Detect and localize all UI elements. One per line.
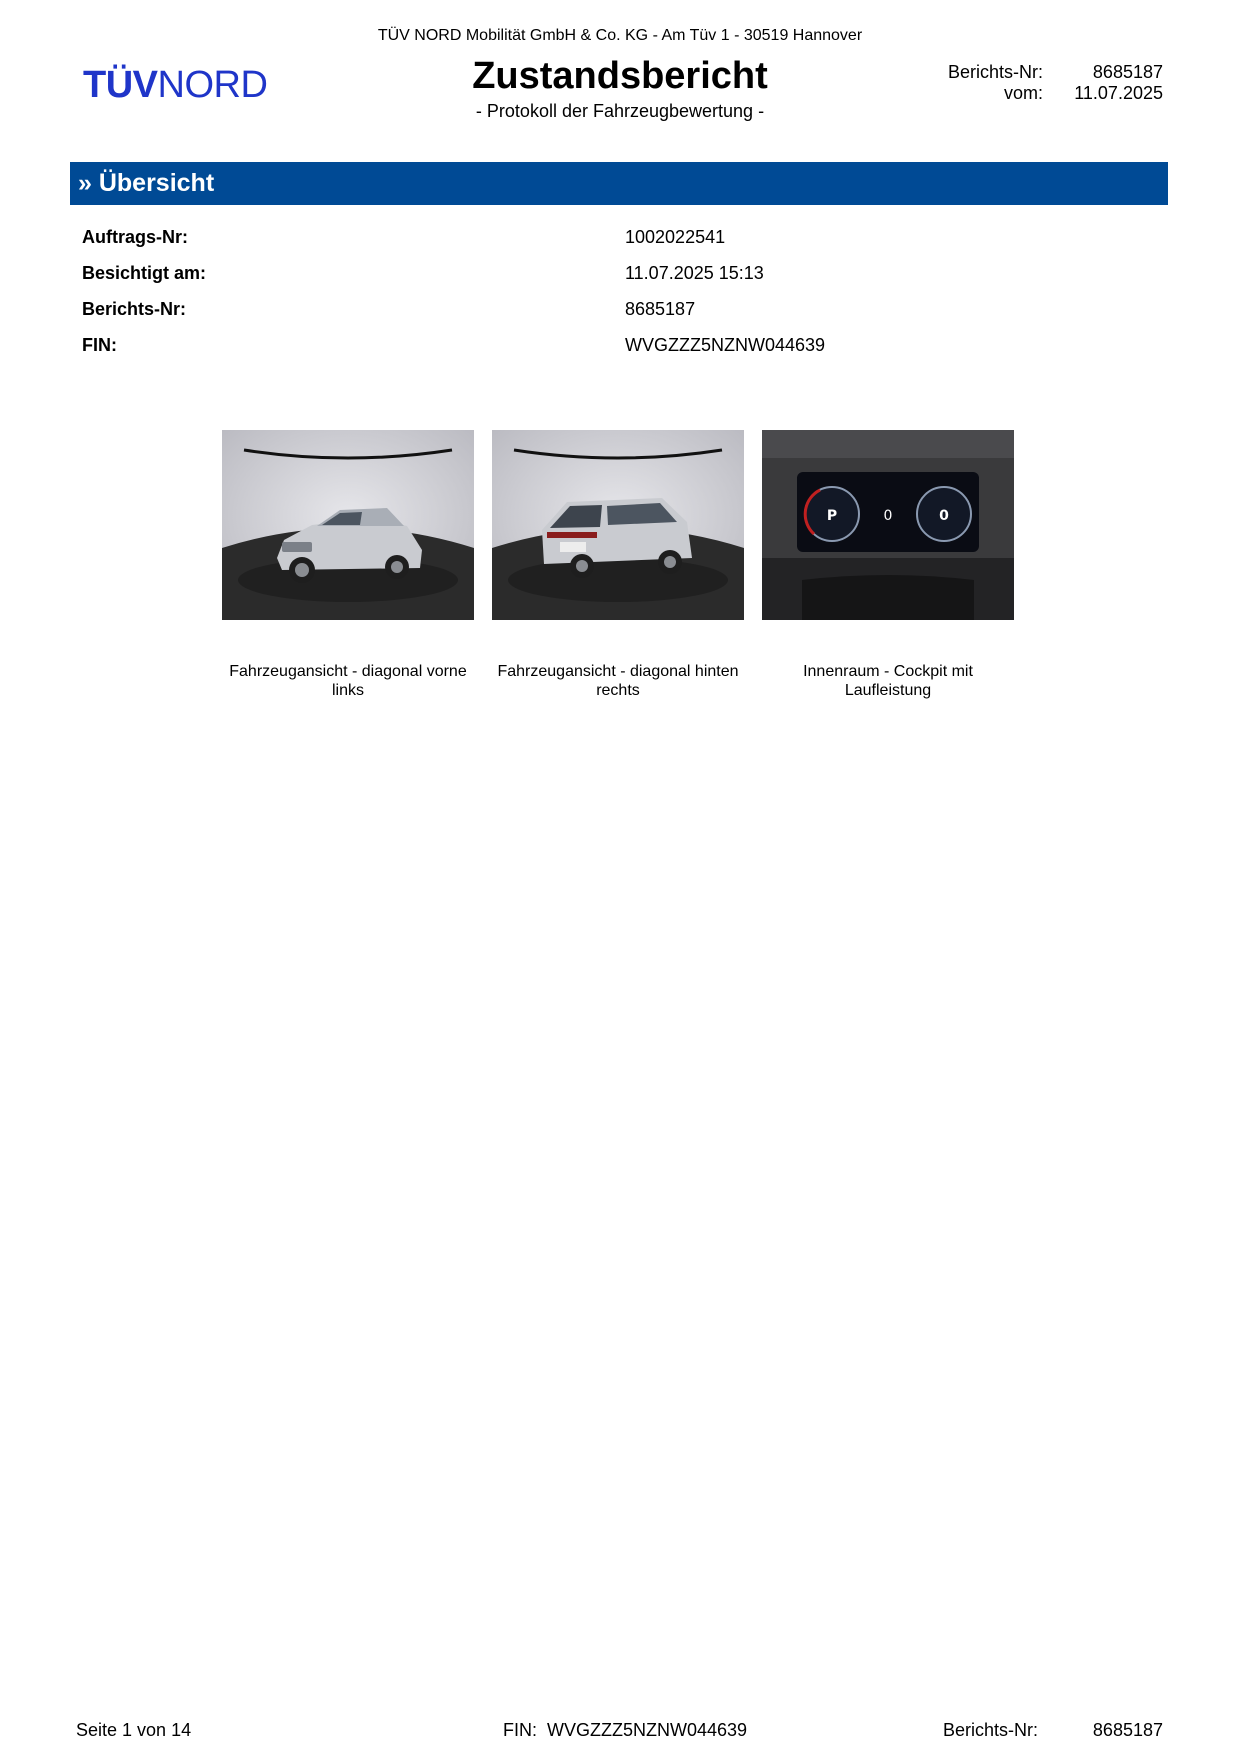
overview-value: 1002022541 bbox=[625, 227, 726, 247]
overview-label: FIN: bbox=[82, 335, 117, 355]
logo-tuev-text: TÜV bbox=[83, 64, 158, 106]
report-date-value: 11.07.2025 bbox=[1074, 83, 1163, 103]
svg-text:0: 0 bbox=[883, 508, 893, 524]
photo-caption: Fahrzeugansicht - diagonal vorne links bbox=[229, 663, 467, 699]
footer-fin bbox=[503, 1720, 747, 1741]
page-number: Seite 1 von 14 bbox=[76, 1720, 192, 1740]
svg-text:0: 0 bbox=[939, 508, 949, 524]
footer-report-number-label: Berichts-Nr: bbox=[943, 1720, 1039, 1740]
photo-cockpit[interactable] bbox=[762, 430, 1014, 620]
footer-fin-label: FIN: bbox=[503, 1720, 537, 1740]
report-number-value: 8685187 bbox=[1092, 62, 1163, 82]
car-front-left-image bbox=[222, 430, 474, 620]
overview-table bbox=[82, 227, 1162, 371]
report-number-row bbox=[938, 62, 1163, 83]
section-header-overview: » Übersicht bbox=[70, 162, 1168, 205]
report-number-label: Berichts-Nr: bbox=[947, 62, 1043, 82]
report-date-label: vom: bbox=[1003, 83, 1043, 103]
footer-report-number-value: 8685187 bbox=[1092, 1720, 1163, 1740]
overview-label: Besichtigt am: bbox=[82, 263, 207, 283]
overview-value: WVGZZZ5NZNW044639 bbox=[625, 335, 826, 355]
overview-row bbox=[82, 227, 1162, 263]
report-date-row bbox=[938, 83, 1163, 104]
document-subtitle: - Protokoll der Fahrzeugbewertung - bbox=[475, 101, 765, 121]
overview-label: Berichts-Nr: bbox=[82, 299, 187, 319]
overview-row bbox=[82, 299, 1162, 335]
svg-text:P: P bbox=[826, 508, 838, 524]
report-meta bbox=[938, 62, 1163, 104]
overview-value: 8685187 bbox=[625, 299, 696, 319]
overview-value: 11.07.2025 15:13 bbox=[625, 263, 764, 283]
photo-caption: Innenraum - Cockpit mit Laufleistung bbox=[803, 663, 973, 699]
logo-nord-text: NORD bbox=[157, 64, 268, 106]
photo-caption: Fahrzeugansicht - diagonal hinten rechts bbox=[497, 663, 739, 699]
document-title: Zustandsbericht bbox=[472, 55, 768, 97]
overview-label: Auftrags-Nr: bbox=[82, 227, 188, 247]
car-rear-right-image bbox=[492, 430, 744, 620]
photo-rear-right[interactable] bbox=[492, 430, 744, 620]
overview-row bbox=[82, 335, 1162, 371]
photo-front-left[interactable] bbox=[222, 430, 474, 620]
company-address-line: TÜV NORD Mobilität GmbH & Co. KG - Am Tüv 1 - 30519 Hannover bbox=[377, 27, 863, 44]
cockpit-display-image bbox=[762, 430, 1014, 620]
footer-fin-value: WVGZZZ5NZNW044639 bbox=[547, 1720, 748, 1740]
overview-row bbox=[82, 263, 1162, 299]
